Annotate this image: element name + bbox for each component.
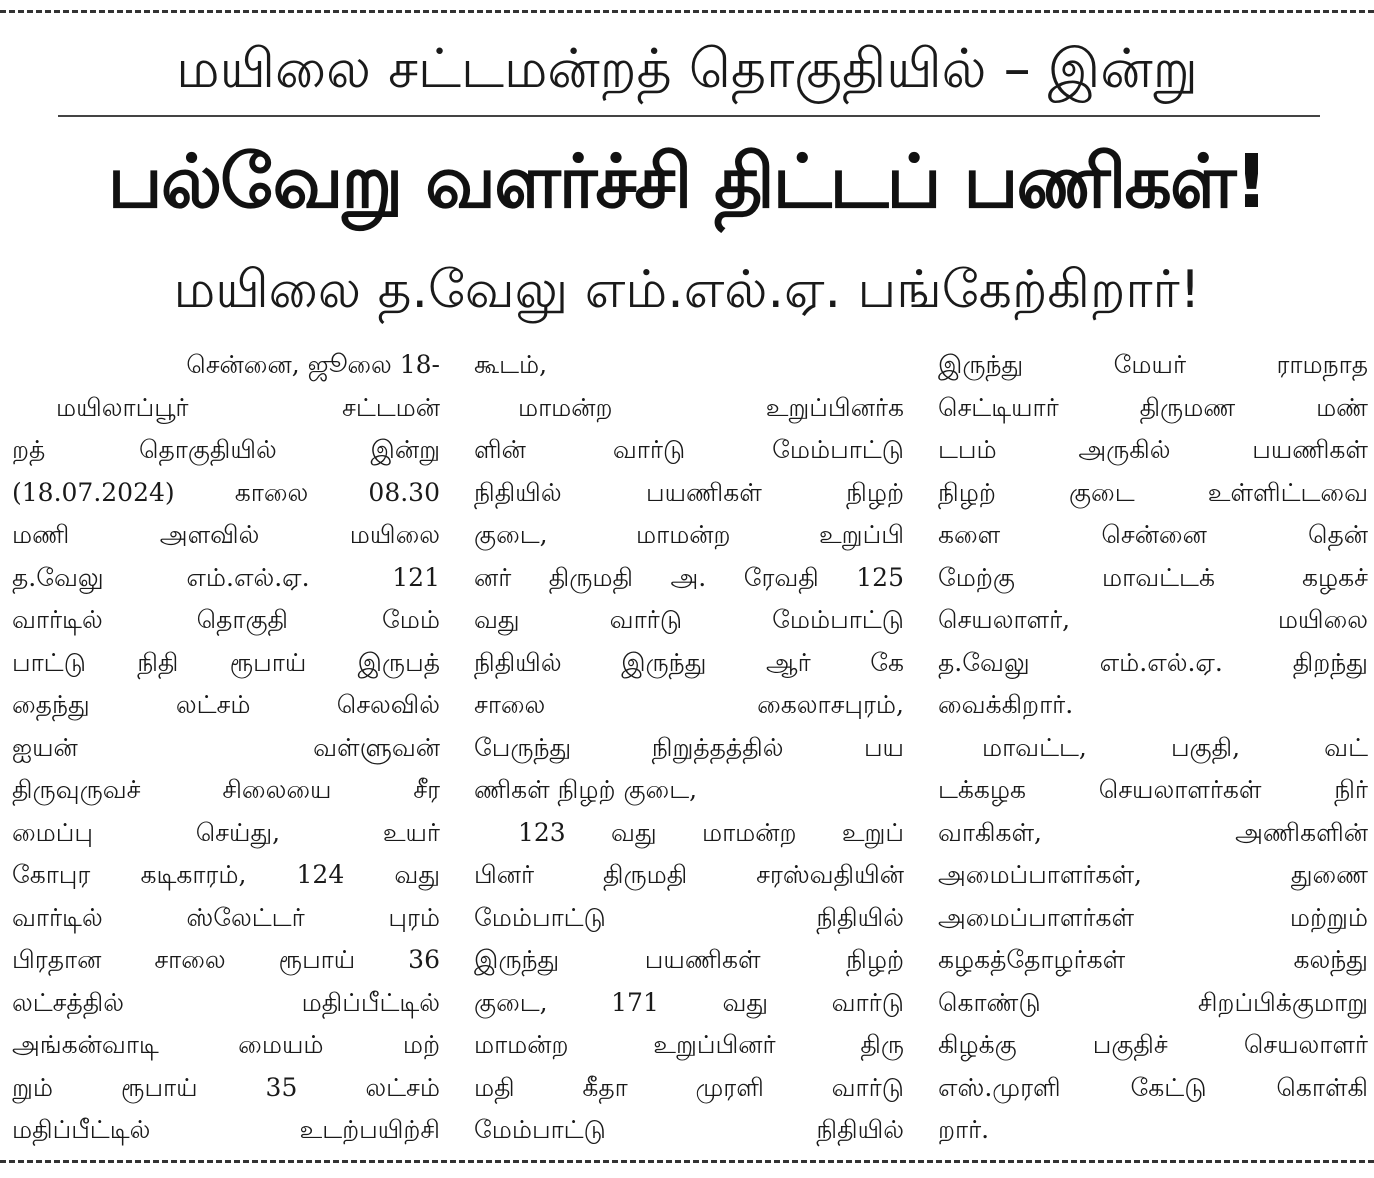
text-line: வார்டில் தொகுதி மேம் [12, 605, 440, 634]
text-line: குடை, 171 வது வார்டு [474, 987, 904, 1017]
bottom-dashed-divider [0, 1160, 1374, 1163]
text-line: அமைப்பாளர்கள், துணை [938, 860, 1368, 889]
text-line: கோபுர கடிகாரம், 124 வது [12, 860, 440, 889]
text-line: பினர் திருமதி சரஸ்வதியின் [474, 860, 904, 889]
text-line: செயலாளர், மயிலை [938, 605, 1368, 634]
text-line: (18.07.2024) காலை 08.30 [12, 477, 440, 507]
text-line: குடை, மாமன்ற உறுப்பி [474, 520, 904, 549]
text-line: த.வேலு எம்.எல்.ஏ. 121 [12, 562, 440, 592]
kicker-underline [58, 115, 1320, 117]
text-line: அமைப்பாளர்கள் மற்றும் [938, 902, 1368, 932]
text-line: ளின் வார்டு மேம்பாட்டு [474, 435, 904, 464]
text-line: றத் தொகுதியில் இன்று [12, 435, 440, 464]
article-column-3 [938, 344, 1368, 1152]
text-line: டக்கழக செயலாளர்கள் நிர் [938, 775, 1368, 804]
text-line: னர் திருமதி அ. ரேவதி 125 [474, 562, 904, 592]
text-line: றார். [938, 1115, 990, 1144]
article-column-2 [474, 344, 904, 1152]
text-line: மாவட்ட, பகுதி, வட் [982, 732, 1368, 762]
text-line: மேம்பாட்டு நிதியில் [474, 902, 904, 932]
text-line: திருவுருவச் சிலையை சீர [12, 775, 440, 804]
article-subhead: மயிலை த.வேலு எம்.எல்.ஏ. பங்கேற்கிறார்! [173, 260, 1201, 320]
text-line: மாமன்ற உறுப்பினர்க [518, 392, 904, 422]
text-line: நிதியில் பயணிகள் நிழற் [474, 477, 904, 507]
text-line: மதி கீதா முரளி வார்டு [474, 1072, 904, 1102]
text-line: நிதியில் இருந்து ஆர் கே [474, 647, 904, 677]
text-line: கொண்டு சிறப்பிக்குமாறு [938, 987, 1368, 1017]
text-line: சென்னை, ஜூலை 18- [186, 350, 440, 379]
text-line: மேம்பாட்டு நிதியில் [474, 1115, 904, 1144]
text-line: தைந்து லட்சம் செலவில் [12, 690, 440, 719]
text-line: மேற்கு மாவட்டக் கழகச் [938, 562, 1368, 592]
text-line: லட்சத்தில் மதிப்பீட்டில் [12, 987, 440, 1017]
text-line: மணி அளவில் மயிலை [12, 520, 440, 549]
top-dashed-divider [0, 10, 1374, 13]
text-line: வார்டில் ஸ்லேட்டர் புரம் [12, 902, 440, 932]
text-line: மயிலாப்பூர் சட்டமன் [56, 392, 440, 422]
text-line: டபம் அருகில் பயணிகள் [938, 435, 1368, 464]
text-line: நிழற் குடை உள்ளிட்டவை [938, 477, 1368, 507]
article-kicker: மயிலை சட்டமன்றத் தொகுதியில் – இன்று [176, 37, 1198, 100]
text-line: எஸ்.முரளி கேட்டு கொள்கி [938, 1072, 1368, 1102]
text-line: வைக்கிறார். [938, 690, 1074, 719]
text-line: கழகத்தோழர்கள் கலந்து [938, 945, 1368, 974]
text-line: த.வேலு எம்.எல்.ஏ. திறந்து [938, 647, 1368, 677]
text-line: அங்கன்வாடி மையம் மற் [12, 1030, 440, 1059]
text-line: இருந்து பயணிகள் நிழற் [474, 945, 904, 974]
text-line: ஐயன் வள்ளுவன் [12, 732, 440, 762]
article-column-1 [12, 344, 440, 1152]
text-line: மைப்பு செய்து, உயர் [12, 817, 440, 847]
article-headline: பல்வேறு வளர்ச்சி திட்டப் பணிகள்! [107, 139, 1267, 225]
text-line: களை சென்னை தென் [938, 520, 1368, 549]
text-line: மதிப்பீட்டில் உடற்பயிற்சி [12, 1115, 440, 1144]
text-line: வாகிகள், அணிகளின் [938, 817, 1368, 847]
text-line: பேருந்து நிறுத்தத்தில் பய [474, 732, 904, 762]
text-line: ணிகள் நிழற் குடை, [474, 775, 698, 804]
text-line: வது வார்டு மேம்பாட்டு [474, 605, 904, 634]
text-line: 123 வது மாமன்ற உறுப் [518, 817, 904, 847]
text-line: கூடம், [474, 350, 548, 379]
text-line: இருந்து மேயர் ராமநாத [938, 350, 1368, 379]
text-line: சாலை கைலாசபுரம், [474, 690, 904, 719]
text-line: செட்டியார் திருமண மண் [938, 392, 1368, 422]
text-line: றும் ரூபாய் 35 லட்சம் [12, 1072, 440, 1102]
text-line: பிரதான சாலை ரூபாய் 36 [12, 945, 440, 974]
text-line: பாட்டு நிதி ரூபாய் இருபத் [12, 647, 440, 677]
text-line: மாமன்ற உறுப்பினர் திரு [474, 1030, 904, 1059]
text-line: கிழக்கு பகுதிச் செயலாளர் [938, 1030, 1368, 1059]
